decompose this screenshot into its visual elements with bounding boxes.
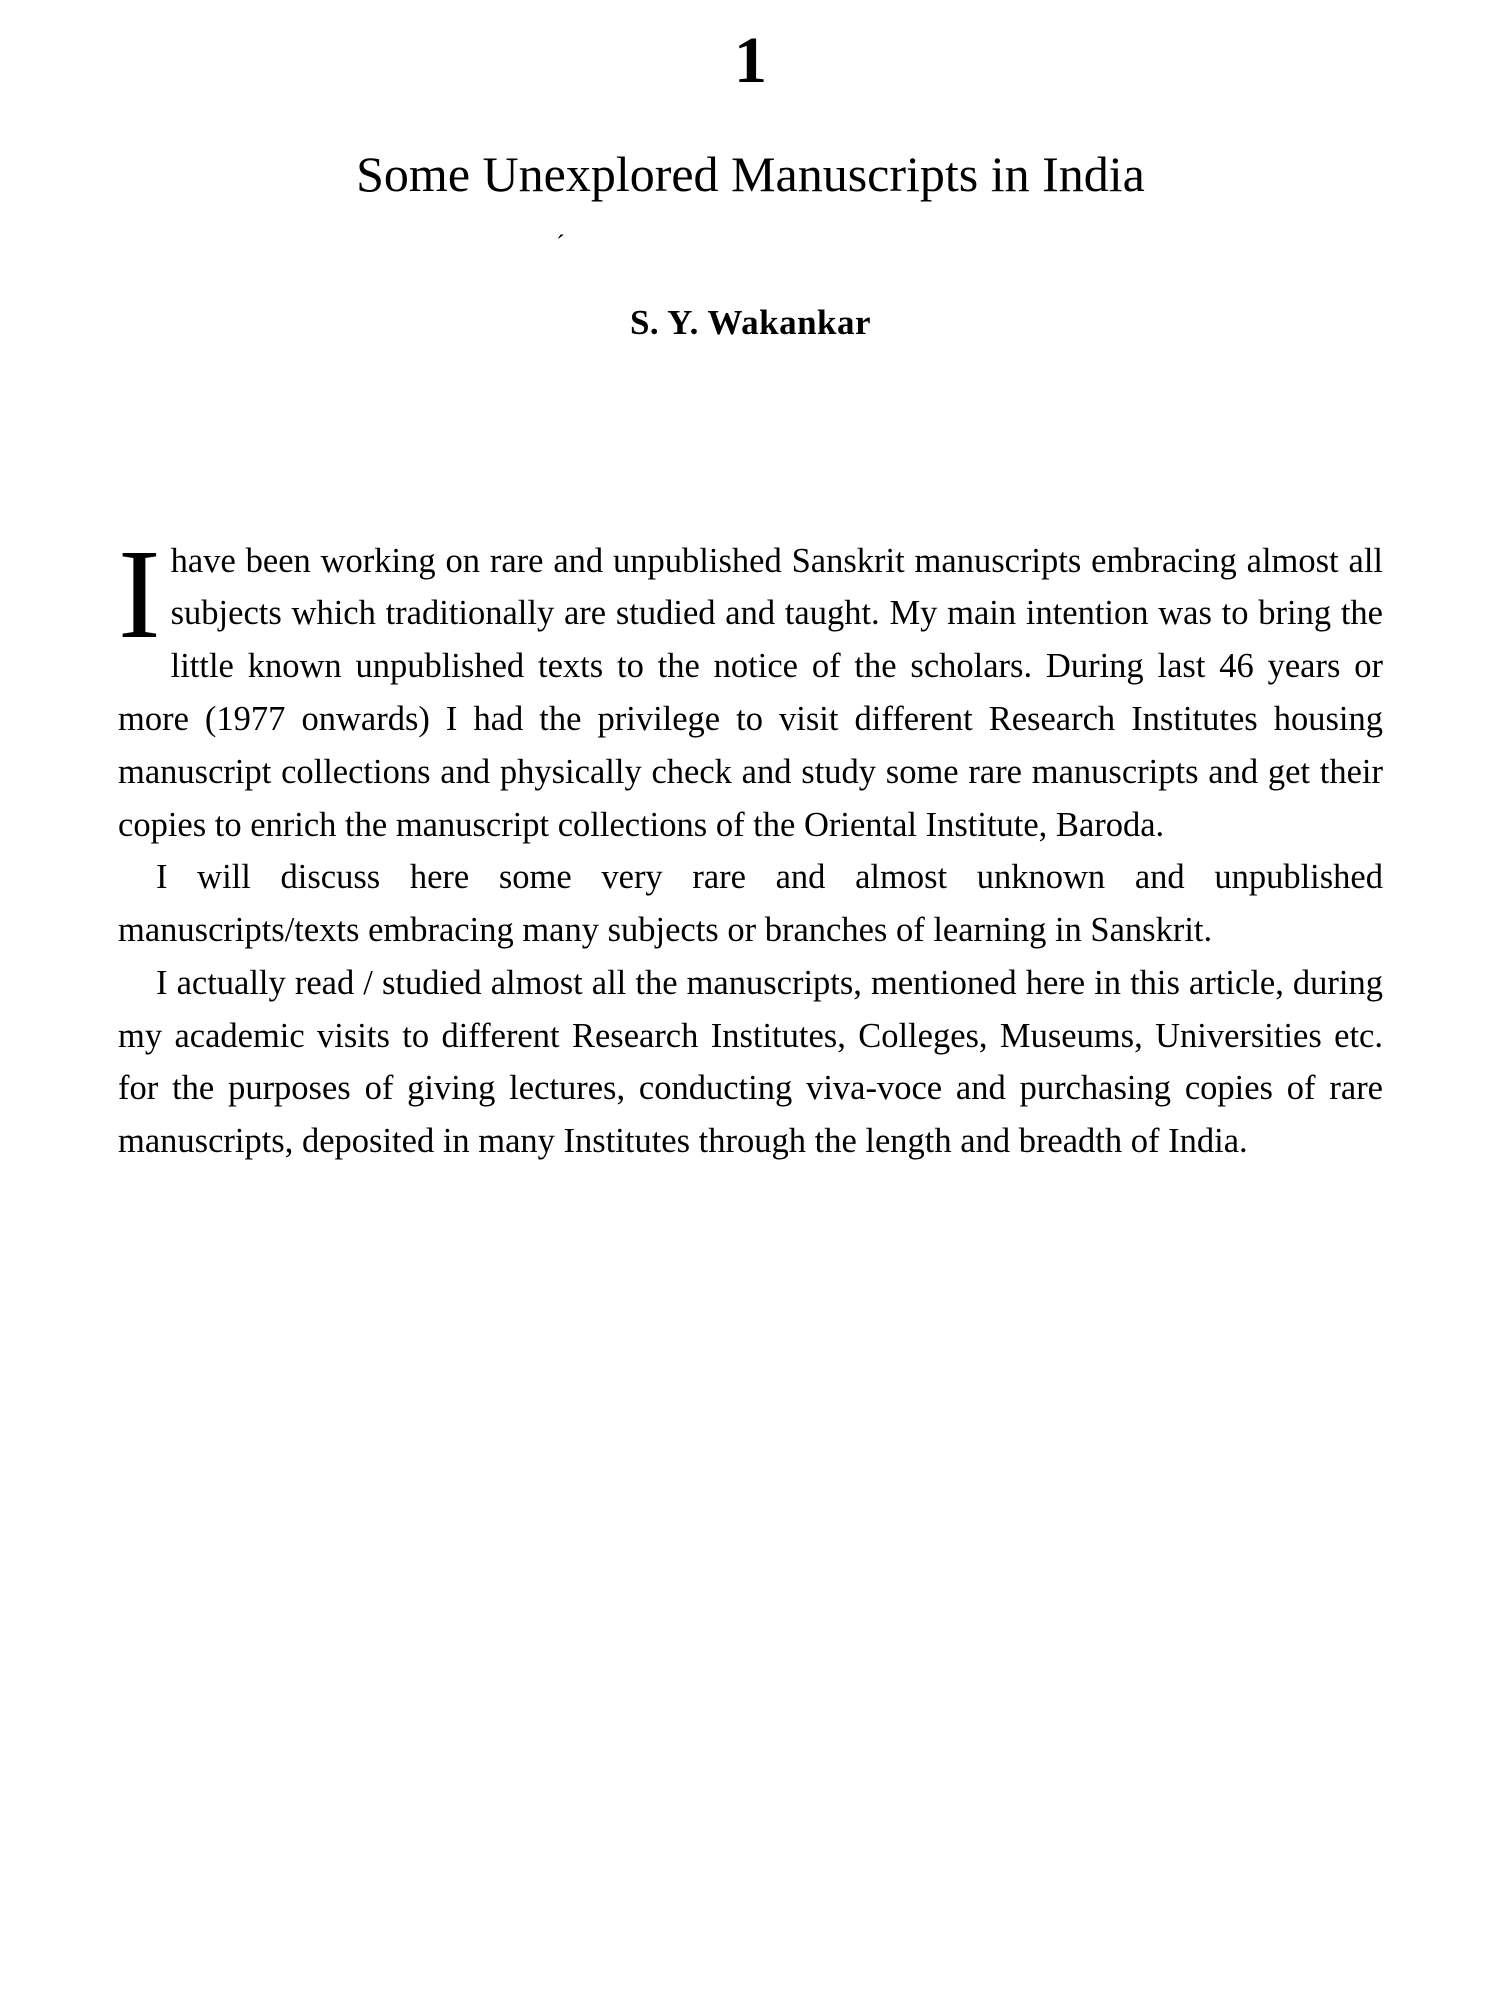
page-title: Some Unexplored Manuscripts in India <box>356 146 1145 202</box>
author-name: S. Y. Wakankar <box>629 302 872 342</box>
paragraph-3-text: I actually read / studied almost all the manuscripts, mentioned here in this article, during my academic visits to different Research Institutes, Colleges, Museums, Universities etc. for the purposes of giving lectures, conducting viva-voce and purchasing copies of rare manuscripts, deposited in many Institutes through the length and breadth of India. <box>118 963 1383 1161</box>
chapter-number: 1 <box>734 24 767 97</box>
title-accent-mark: ´ <box>556 230 565 259</box>
paragraph-3 <box>118 957 1383 1168</box>
page-content <box>118 0 1383 1168</box>
paragraph-2-text: I will discuss here some very rare and almost unknown and unpublished manuscripts/texts embracing many subjects or branches of learning in Sanskrit. <box>118 858 1383 950</box>
drop-cap: I <box>118 522 161 665</box>
body-text <box>118 522 1383 1168</box>
paragraph-1 <box>118 522 1383 852</box>
paragraph-1-text: have been working on rare and unpublished Sanskrit manuscripts embracing almost all subjects which traditionally are studied and taught. My main intention was to bring the little known unpublished texts to the notice of the scholars. During last 46 years or more (1977 onwards) I had the privilege to visit different Research Institutes housing manuscript collections and physically check and study some rare manuscripts and get their copies to enrich the manuscript collections of the Oriental Institute, Baroda. <box>118 541 1383 844</box>
paragraph-2 <box>118 851 1383 957</box>
